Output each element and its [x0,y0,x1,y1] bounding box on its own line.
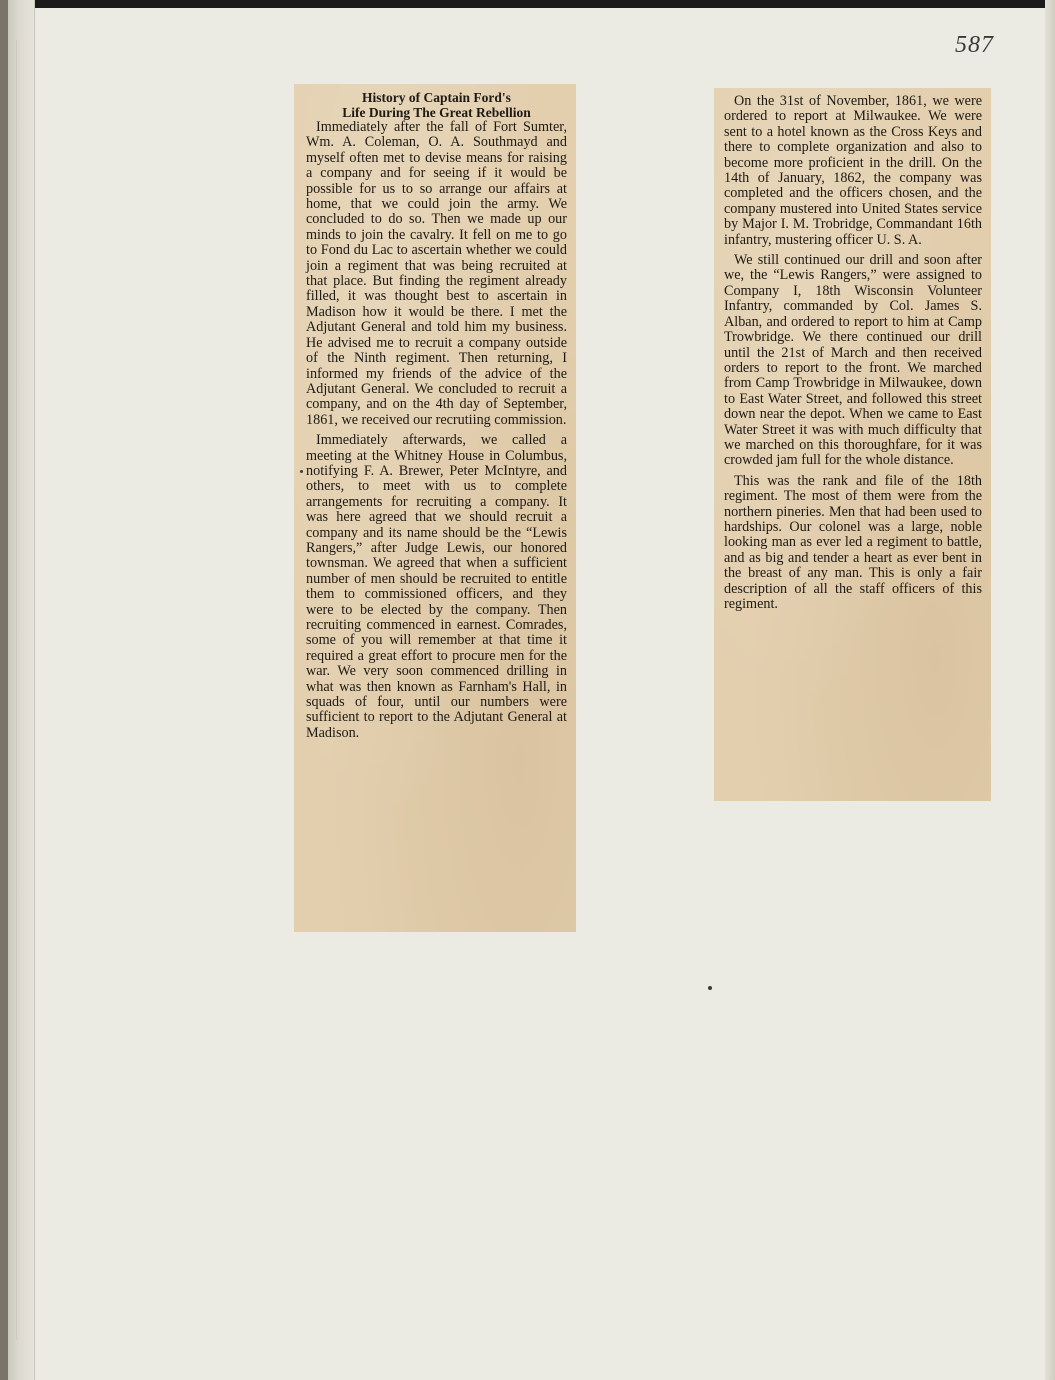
page-number: 587 [955,32,994,58]
newspaper-clipping-left [294,84,576,932]
clipping-paragraph: On the 31st of November, 1861, we were ordered to report at Milwaukee. We were sent to a hotel known as the Cross Keys and there to complete organization and also to become more proficient in the drill. On the 14th of January, 1862, the company was completed and the officers chosen, and the company mustered into United States service by Major I. M. Trobridge, Commandant 16th infantry, mustering officer U. S. A. [724,93,982,248]
binding-edge [0,0,35,1380]
paper-speck [300,470,303,473]
paper-speck [708,986,712,990]
page-top-shadow [0,0,1055,8]
clipping-paragraph: Immediately after the fall of Fort Sumter, Wm. A. Coleman, O. A. Southmayd and myself often met to devise means for raising a company and for seeing if it would be possible for us to so arrange our affairs at home, that we could join the army. We concluded to do so. Then we made up our minds to join the cavalry. It fell on me to go to Fond du Lac to ascertain whether we could join a regiment that was being recruited at that place. But finding the regiment already filled, it was thought best to ascertain in Madison how it would be there. I met the Adjutant General and told him my business. He advised me to recruit a company outside of the Ninth regiment. Then returning, I informed my friends of the advice of the Adjutant General. We concluded to recruit a company, and on the 4th day of September, 1861, we received our recrutiing commission. [306,119,567,428]
newspaper-clipping-right [714,88,991,801]
clipping-headline-line2: Life During The Great Rebellion [342,105,531,120]
clipping-headline-line1: History of Captain Ford's [362,90,511,105]
clipping-paragraph: We still continued our drill and soon after we, the “Lewis Rangers,” were assigned to Company I, 18th Wisconsin Volunteer Infantry, commanded by Col. James S. Alban, and ordered to report to him at Camp Trowbridge. We there continued our drill until the 21st of March and then received orders to report to the front. We marched from Camp Trowbridge in Milwaukee, down to East Water Street, and followed this street down near the depot. When we came to East Water Street it was with much difficulty that we marched on this thoroughfare, for it was crowded jam full for the whole distance. [724,252,982,469]
page-right-edge [1045,0,1055,1380]
clipping-paragraph: Immediately afterwards, we called a meeting at the Whitney House in Columbus, notifying F. A. Brewer, Peter McIntyre, and others, to meet with us to complete arrangements for recruiting a company. It was here agreed that we should recruit a company and its name should be the “Lewis Rangers,” after Judge Lewis, our honored townsman. We agreed that when a sufficient number of men should be recruited to entitle them to commissioned officers, and they were to be elected by the company. Then recruiting commenced in earnest. Comrades, some of you will remember at that time it required a great effort to procure men for the war. We very soon commenced drilling in what was then known as Farnham's Hall, in squads of four, until our numbers were sufficient to report to the Adjutant General at Madison. [306,432,567,741]
clipping-paragraph: This was the rank and file of the 18th regiment. The most of them were from the northern pineries. Men that had been used to hardships. Our colonel was a large, noble looking man as ever led a regiment to battle, and as big and tender a heart as ever bent in the breast of any man. This is only a fair description of all the staff officers of this regiment. [724,472,982,612]
